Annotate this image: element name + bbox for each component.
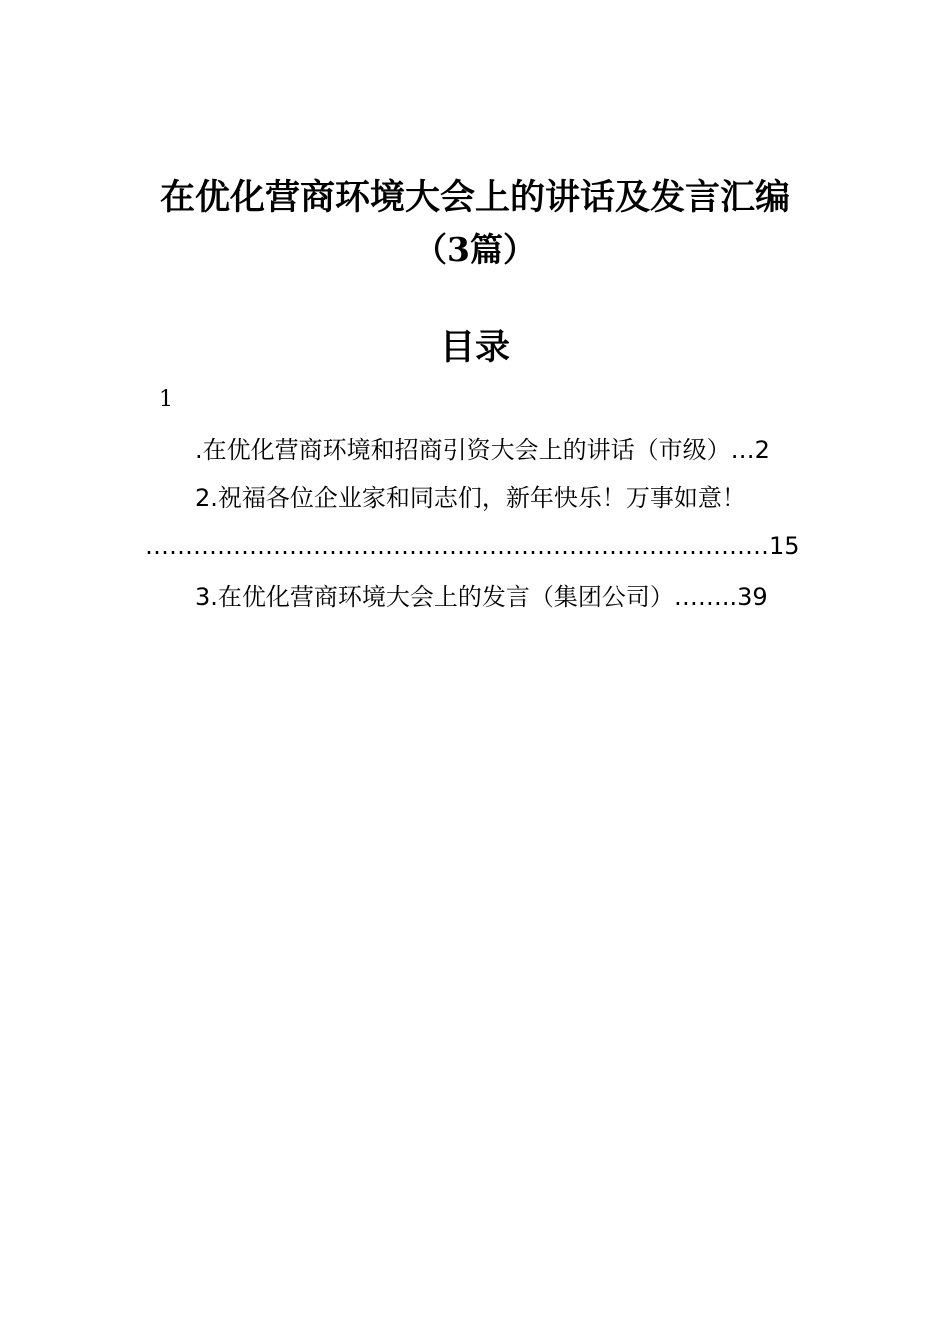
toc-entry-1[interactable]: .在优化营商环境和招商引资大会上的讲话（市级）…2 <box>195 436 770 464</box>
stray-page-number: 1 <box>159 387 173 412</box>
toc-heading: 目录 <box>439 327 510 368</box>
toc-entry-2-line-2[interactable]: ……………………………………………………………………15 <box>145 532 800 560</box>
toc-entry-3[interactable]: 3.在优化营商环境大会上的发言（集团公司）……..39 <box>195 583 768 611</box>
document-title: 在优化营商环境大会上的讲话及发言汇编 <box>159 177 790 218</box>
toc-entry-2-line-1[interactable]: 2.祝福各位企业家和同志们，新年快乐！万事如意！ <box>195 484 746 512</box>
document-subtitle: （3篇） <box>414 230 536 269</box>
